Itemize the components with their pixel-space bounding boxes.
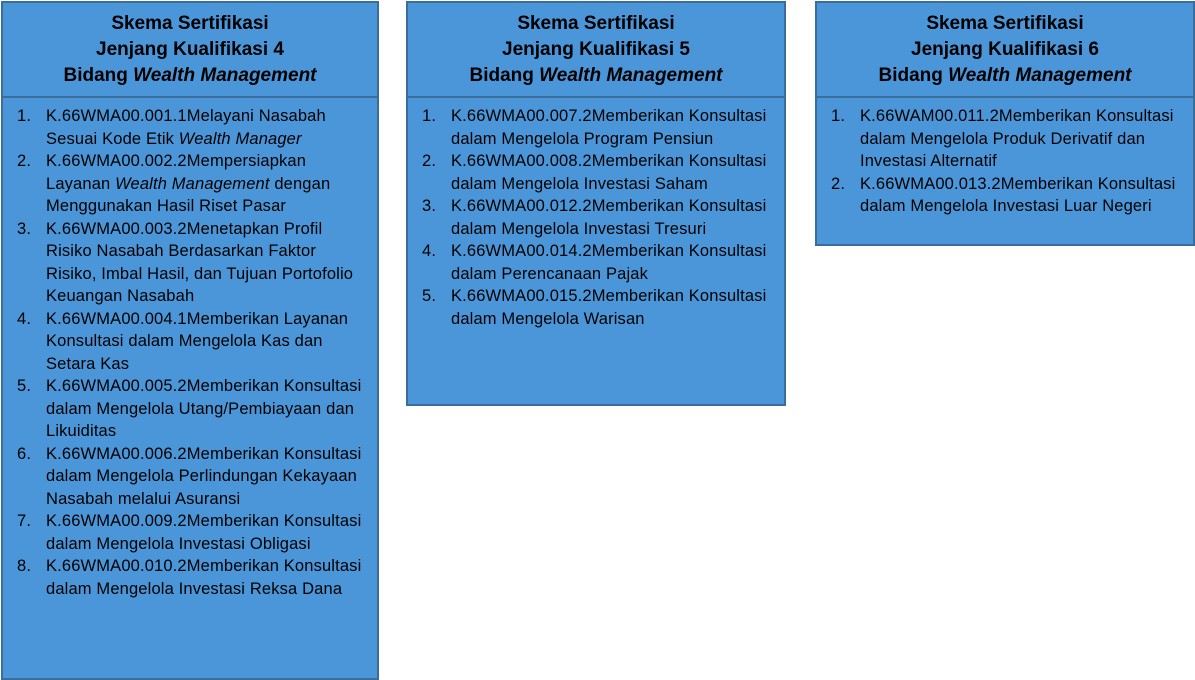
item-text: Memberikan Konsultasi dalam Mengelola Warisan [451,287,767,328]
item-code: K.66WAM00.011.2 [860,107,999,125]
item-code: K.66WMA00.002.2 [46,152,187,170]
scheme-box-body [408,98,784,330]
scheme-box-body [817,98,1193,218]
box-title-line3 [3,63,377,89]
item-code: K.66WMA00.006.2 [46,444,187,463]
box-title-italic: Wealth Management [948,65,1132,86]
list-item [831,173,1185,218]
item-text: Memberikan Layanan Konsultasi dalam Mengelola Kas dan Setara Kas [46,309,349,373]
item-number: 2. [422,152,437,170]
item-code: K.66WMA00.012.2 [451,197,592,215]
item-text: Memberikan Konsultasi dalam Mengelola Program Pensiun [451,107,767,148]
item-code: K.66WMA00.015.2 [451,287,592,305]
list-item [831,105,1185,173]
scheme-box-header [408,3,784,98]
item-text: Memberikan Konsultasi dalam Mengelola Investasi Saham [451,152,767,193]
item-number: 3. [17,219,32,238]
item-text: Menetapkan Profil Risiko Nasabah Berdasarkan Faktor Risiko, Imbal Hasil, dan Tujuan Portofolio Keuangan Nasabah [46,219,354,305]
box-title-line3 [817,63,1193,89]
item-italic: Wealth Management [115,174,270,193]
box-title-italic: Wealth Management [133,65,317,86]
box-title-italic: Wealth Management [539,65,723,86]
item-text: Memberikan Konsultasi dalam Mengelola Investasi Reksa Dana [46,557,362,598]
item-number: 7. [17,512,32,530]
box-title-prefix: Bidang [878,65,949,86]
competency-list [831,105,1185,218]
item-number: 3. [422,197,437,215]
item-number: 5. [17,377,32,395]
item-code: K.66WMA00.014.2 [451,242,592,260]
item-number: 1. [17,107,32,125]
list-item [17,375,369,443]
scheme-box-header [817,3,1193,98]
item-text: Memberikan Konsultasi dalam Mengelola Investasi Luar Negeri [860,174,1176,215]
item-code: K.66WMA00.009.2 [46,512,187,530]
item-code: K.66WMA00.008.2 [451,152,592,170]
item-text: Memberikan Konsultasi dalam Mengelola Utang/Pembiayaan dan Likuiditas [46,377,362,440]
item-code: K.66WMA00.004.1 [46,309,187,328]
item-number: 1. [422,107,437,125]
box-title-line1: Skema Sertifikasi [926,13,1084,34]
item-code: K.66WMA00.013.2 [860,174,1001,193]
box-title-line1: Skema Sertifikasi [111,13,269,34]
box-title-line3 [408,63,784,89]
item-code: K.66WMA00.001.1 [46,107,187,125]
item-number: 6. [17,444,32,463]
list-item [422,195,776,240]
list-item [422,240,776,285]
item-text: Memberikan Konsultasi dalam Perencanaan Pajak [451,242,767,283]
item-code: K.66WMA00.005.2 [46,377,187,395]
item-number: 2. [831,174,846,193]
list-item [17,150,369,218]
item-text: Melayani Nasabah Sesuai Kode Etik [46,107,326,148]
scheme-box-level-5 [406,1,786,406]
item-italic: Wealth Manager [178,129,302,148]
list-item [422,150,776,195]
competency-list [17,105,369,600]
box-title-prefix: Bidang [63,65,134,86]
item-text: Memberikan Konsultasi dalam Mengelola Investasi Tresuri [451,197,767,238]
list-item [17,555,369,600]
item-number: 1. [831,107,846,125]
item-code: K.66WMA00.007.2 [451,107,592,125]
item-number: 4. [422,242,437,260]
item-text: Mempersiapkan Layanan [46,152,307,193]
list-item [17,308,369,376]
box-title-line2: Jenjang Kualifikasi 5 [502,39,690,60]
item-text: Memberikan Konsultasi dalam Mengelola Investasi Obligasi [46,512,362,553]
item-code: K.66WMA00.003.2 [46,219,187,238]
scheme-box-level-6 [815,1,1195,246]
list-item [17,105,369,150]
scheme-box-header [3,3,377,98]
item-after: dengan Menggunakan Hasil Riset Pasar [46,174,331,215]
item-text: Memberikan Konsultasi dalam Mengelola Perlindungan Kekayaan Nasabah melalui Asuransi [46,444,362,508]
item-number: 4. [17,309,32,328]
list-item [422,285,776,330]
box-title-line2: Jenjang Kualifikasi 6 [911,39,1099,60]
list-item [17,443,369,511]
list-item [422,105,776,150]
list-item [17,218,369,308]
scheme-box-body [3,98,377,600]
box-title-line2: Jenjang Kualifikasi 4 [96,39,284,60]
list-item [17,510,369,555]
item-number: 5. [422,287,437,305]
item-number: 8. [17,557,32,575]
box-title-line1: Skema Sertifikasi [517,13,675,34]
box-title-prefix: Bidang [469,65,540,86]
item-text: Memberikan Konsultasi dalam Mengelola Produk Derivatif dan Investasi Alternatif [860,107,1174,170]
scheme-box-level-4 [1,1,379,680]
competency-list [422,105,776,330]
item-number: 2. [17,152,32,170]
item-code: K.66WMA00.010.2 [46,557,187,575]
